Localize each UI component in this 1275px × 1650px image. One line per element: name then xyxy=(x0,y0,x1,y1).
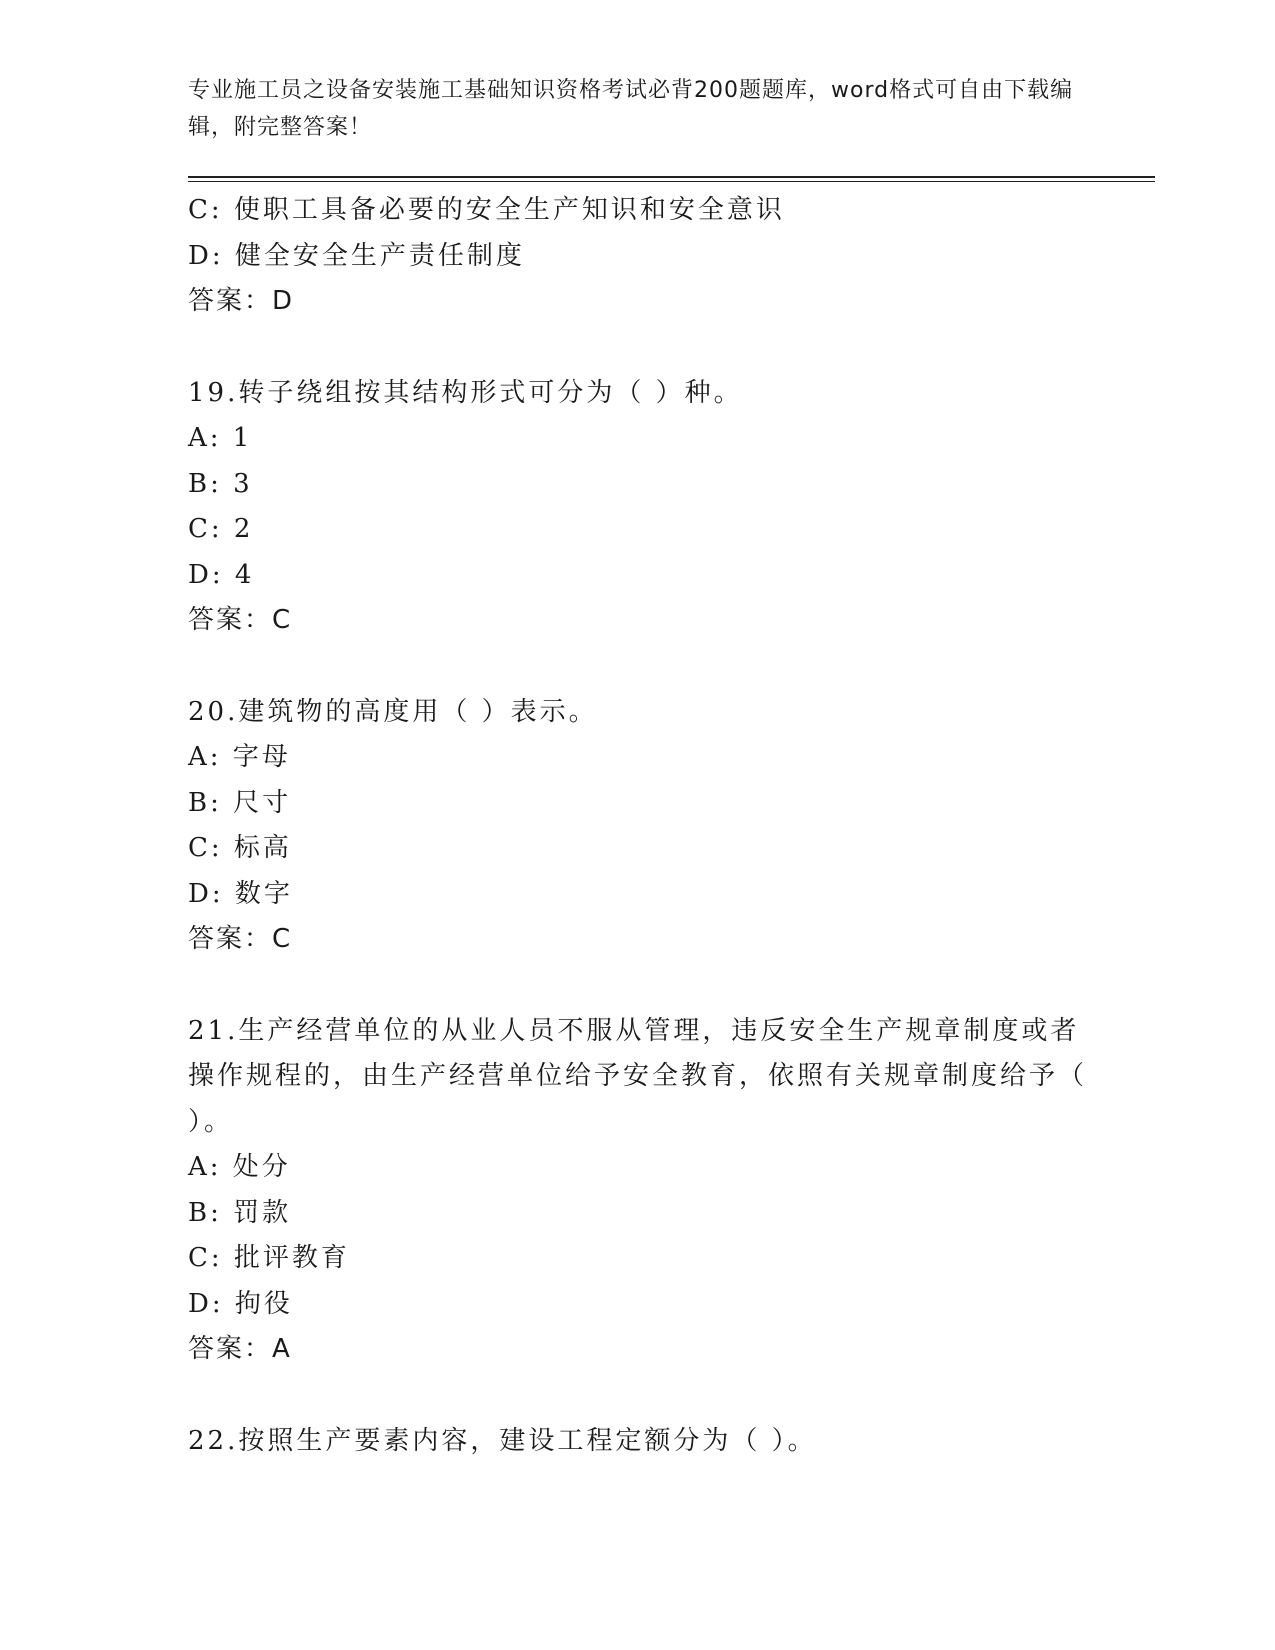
document-header: 专业施工员之设备安装施工基础知识资格考试必背200题题库，word格式可自由下载编辑，附完整答案！ xyxy=(188,78,1074,140)
question-stem: 20.建筑物的高度用（ ）表示。 xyxy=(188,696,598,727)
option-b: B: 罚款 xyxy=(188,1197,292,1228)
option-a: A: 1 xyxy=(188,423,253,453)
answer-label: 答案：A xyxy=(188,1334,292,1364)
question-22 xyxy=(188,1419,1088,1465)
option-a: A: 字母 xyxy=(188,742,291,772)
question-stem: 19.转子绕组按其结构形式可分为（ ）种。 xyxy=(188,377,743,408)
header-divider xyxy=(188,176,1155,182)
spacer xyxy=(188,1373,1088,1419)
spacer xyxy=(188,644,1088,690)
spacer xyxy=(188,325,1088,371)
option-b: B: 尺寸 xyxy=(188,787,292,818)
question-list xyxy=(188,188,1088,1464)
answer-label: 答案：D xyxy=(188,286,295,316)
option-c: C: 批评教育 xyxy=(188,1243,350,1273)
question-19 xyxy=(188,371,1088,644)
question-20 xyxy=(188,690,1088,963)
option-c: C: 使职工具备必要的安全生产知识和安全意识 xyxy=(188,195,785,225)
question-stem: 21.生产经营单位的从业人员不服从管理，违反安全生产规章制度或者操作规程的，由生产经营单位给予安全教育，依照有关规章制度给予（ ）。 xyxy=(188,1015,1088,1137)
option-c: C: 2 xyxy=(188,514,254,544)
spacer xyxy=(188,963,1088,1009)
option-d: D: 健全安全生产责任制度 xyxy=(188,240,525,271)
option-d: D: 数字 xyxy=(188,878,293,909)
option-d: D: 拘役 xyxy=(188,1288,293,1319)
question-stem: 22.按照生产要素内容，建设工程定额分为（ ）。 xyxy=(188,1425,817,1456)
option-d: D: 4 xyxy=(188,559,255,590)
question-18-tail xyxy=(188,188,1088,325)
option-a: A: 处分 xyxy=(188,1152,291,1182)
option-c: C: 标高 xyxy=(188,833,292,863)
answer-label: 答案：C xyxy=(188,605,293,635)
option-b: B: 3 xyxy=(188,468,253,499)
question-21 xyxy=(188,1009,1088,1373)
answer-label: 答案：C xyxy=(188,924,293,954)
